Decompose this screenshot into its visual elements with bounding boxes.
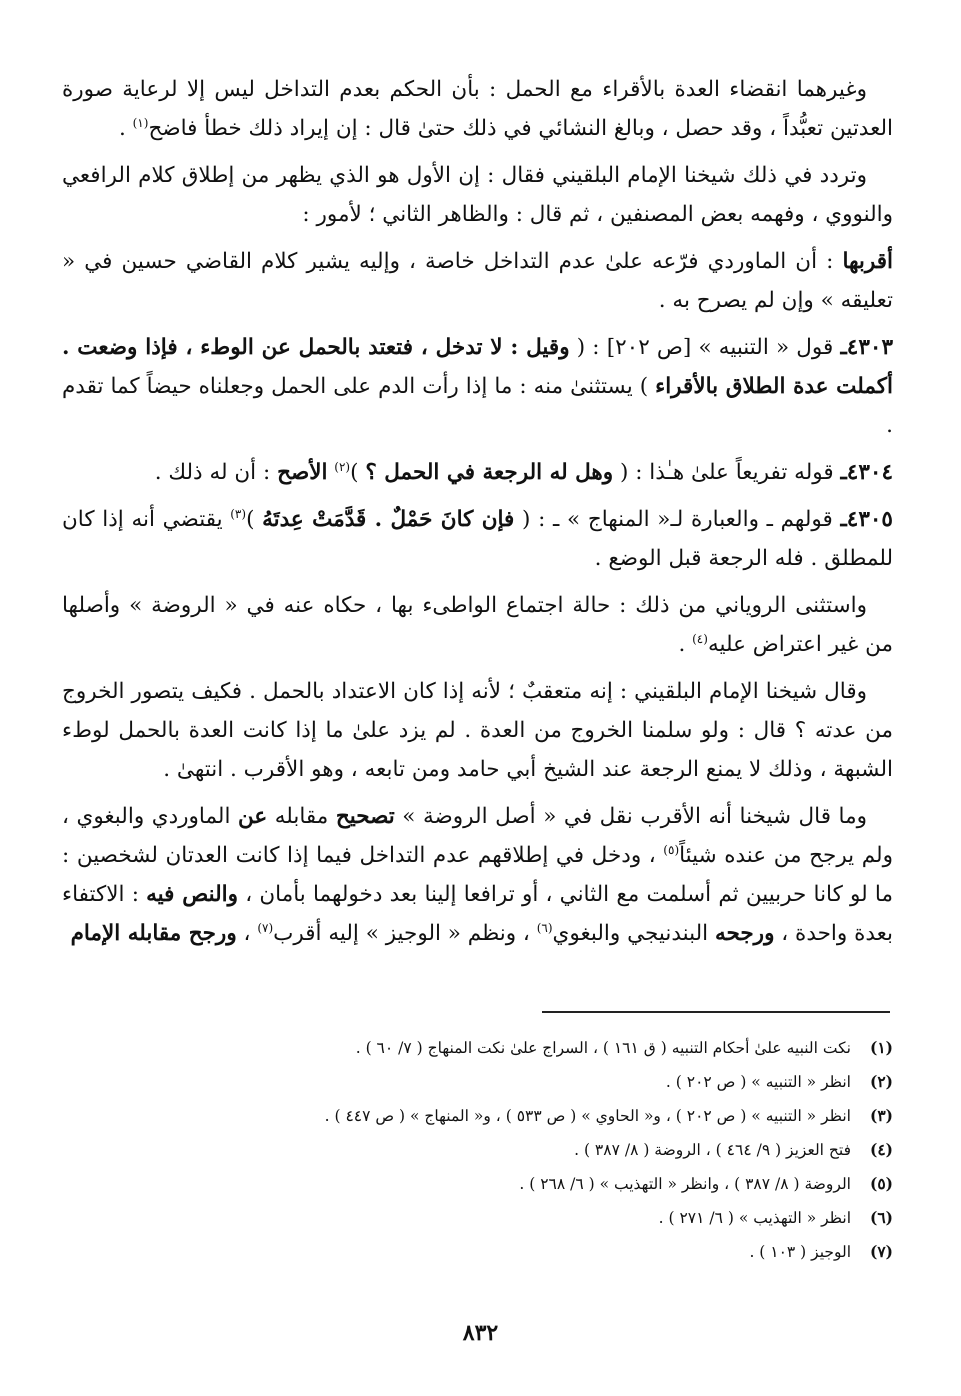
text-run: وتردد في ذلك شيخنا الإمام البلقيني فقال : إن الأول هو الذي يظهر من إطلاق كلام الرافعي والنووي ، وفهمه بعض المصنفين ، ثم قال : والظاهر الثاني ؛ لأمور : (62, 163, 893, 227)
body-text (62, 70, 893, 961)
footnote-text: انظر « التهذيب » ( ٦/ ٢٧١ ) . (658, 1209, 851, 1227)
text-run: وقال شيخنا الإمام البلقيني : إنه متعقبٌ ؛ لأنه إذا كان الاعتداد بالحمل . فكيف يتصور الخروج من عدته ؟ قال : ولو سلمنا الخروج من العدة . لم يزد علىٰ ما إذا كانت العدة بالحمل لوطء الشبهة ، وذلك لا يمنع الرجعة عند الشيخ أبي حامد ومن تابعه ، وهو الأقرب . انتهىٰ . (62, 679, 893, 782)
text-run: واستثنى الروياني من ذلك : حالة اجتماع الواطىء بها ، حكاه عنه في « الروضة » وأصلها من غير اعتراض عليه (62, 593, 893, 657)
footnote-text: الروضة ( ٨/ ٣٨٧ ) ، وانظر « التهذيب » ( ٦/ ٢٦٨ ) . (519, 1175, 851, 1193)
paragraph (62, 453, 893, 492)
bold-phrase: ٤٣٠٣ـ (840, 335, 893, 360)
footnote-marker: (٥) (663, 842, 680, 857)
bold-phrase: تصحيح (335, 804, 395, 829)
text-run: ، ونظم « الوجيز » إليه أقرب (273, 921, 537, 946)
text-run: ) يستثنىٰ منه : ما إذا رأت الدم على الحمل وجعلناه حيضاً كما تقدم . (62, 374, 893, 438)
footnote (133, 1167, 893, 1201)
footnote-number: (٢) (869, 1072, 893, 1091)
footnote-marker: (٣) (230, 506, 247, 521)
bold-phrase: ٤٣٠٤ـ (840, 460, 893, 485)
footnote-marker: (٤) (692, 631, 708, 646)
paragraph (62, 328, 893, 445)
footnote (133, 1099, 893, 1133)
bold-phrase: أقربها (842, 249, 893, 274)
paragraph (62, 156, 893, 234)
text-run: يقتضي أنه إذا كان للمطلق . فله الرجعة قبل الوضع . (62, 507, 893, 571)
footnote (133, 1133, 893, 1167)
paragraph (62, 500, 893, 578)
footnote-number: (١) (869, 1038, 893, 1057)
bold-phrase: وهل له الرجعة في الحمل ؟ (365, 460, 614, 485)
paragraph (62, 797, 893, 953)
footnote-text: نكت النبيه علىٰ أحكام التنبيه ( ق ١٦١ ) ، السراج علىٰ نكت المنهاج ( ٧/ ٦٠ ) . (355, 1039, 851, 1057)
bold-phrase: عن (237, 804, 268, 829)
bold-phrase: الأصح (277, 460, 328, 485)
text-run: قول « التنبيه » [ص ٢٠٢] : ( (569, 335, 841, 360)
text-run: ) (246, 507, 263, 532)
text-run: : أن الماوردي فرّعه علىٰ عدم التداخل خاصة ، وإليه يشير كلام القاضي حسين في « تعليقه » وإن لم يصرح به . (62, 249, 893, 313)
footnote-number: (٦) (869, 1208, 893, 1227)
page-number: ٨٣٢ (462, 1320, 499, 1346)
footnote-text: الوجيز ( ١٠٣ ) . (749, 1243, 851, 1261)
text-run: ، ودخل في إطلاقهم عدم التداخل فيما إذا كانت العدتان لشخصين : ما لو كانا حربيين ثم أسلمت مع الثاني ، أو ترافعا إلينا بعد دخولهما بأمان ، (62, 843, 893, 907)
text-run: . (678, 632, 693, 657)
paragraph (62, 242, 893, 320)
text-run: الماوردي والبغوي ، ولم يرجح من عنده شيئاً (62, 804, 893, 868)
bold-phrase: والنص فيه (146, 882, 239, 907)
footnote (133, 1201, 893, 1235)
footnote-marker: (١) (132, 115, 149, 130)
bold-phrase: ورجح مقابله الإمام (70, 921, 237, 946)
bold-phrase: ورجحه (714, 921, 775, 946)
footnotes (133, 1031, 893, 1269)
text-run: البندنيجي والبغوي (552, 921, 715, 946)
paragraph (62, 70, 893, 148)
footnote-marker: (٦) (536, 920, 553, 935)
text-run: ) (350, 460, 366, 485)
paragraph (62, 586, 893, 664)
text-run: : أن له ذلك . (154, 460, 278, 485)
bold-phrase: فإن كانَ حَمْلٌ . قَدَّمَتْ عِدتَهُ (262, 507, 515, 532)
footnote-marker: (٢) (334, 459, 351, 474)
text-run: : الاكتفاء بعدة واحدة ، (62, 882, 893, 946)
text-run: وما قال شيخنا أنه الأقرب نقل في « أصل الروضة » (394, 804, 867, 829)
footnote-marker: (٧) (257, 920, 274, 935)
text-run: قولهم ـ والعبارة لـ« المنهاج » ـ : ( (514, 507, 841, 532)
footnote (133, 1235, 893, 1269)
footnote-number: (٤) (869, 1140, 893, 1159)
footnote-separator (542, 1011, 890, 1013)
bold-phrase: وقيل : لا تدخل ، فتعتد بالحمل عن الوطء ، فإذا وضعت . أكملت عدة الطلاق بالأقراء (62, 335, 893, 399)
bold-phrase: ٤٣٠٥ـ (840, 507, 893, 532)
footnote (133, 1031, 893, 1065)
text-run: قوله تفريعاً علىٰ هـٰذا : ( (613, 460, 841, 485)
text-run: ، (236, 921, 258, 946)
footnote-number: (٣) (869, 1106, 893, 1125)
text-run: مقابله (267, 804, 336, 829)
footnote-text: انظر « التنبيه » ( ص ٢٠٢ ) . (665, 1073, 851, 1091)
footnote-text: انظر « التنبيه » ( ص ٢٠٢ ) ، و« الحاوي » ( ص ٥٣٣ ) ، و« المنهاج » ( ص ٤٤٧ ) . (324, 1107, 851, 1125)
footnote-text: فتح العزيز ( ٩/ ٤٦٤ ) ، الروضة ( ٨/ ٣٨٧ ) . (574, 1141, 851, 1159)
footnote (133, 1065, 893, 1099)
paragraph (62, 672, 893, 789)
footnote-number: (٧) (869, 1242, 893, 1261)
footnote-number: (٥) (869, 1174, 893, 1193)
text-run: وغيرهما انقضاء العدة بالأقراء مع الحمل : بأن الحكم بعدم التداخل ليس إلا لرعاية صورة العدتين تعبُّداً ، وقد حصل ، وبالغ النشائي في ذلك حتىٰ قال : إن إيراد ذلك خطأ فاضح (62, 77, 893, 141)
text-run: . (118, 116, 133, 141)
